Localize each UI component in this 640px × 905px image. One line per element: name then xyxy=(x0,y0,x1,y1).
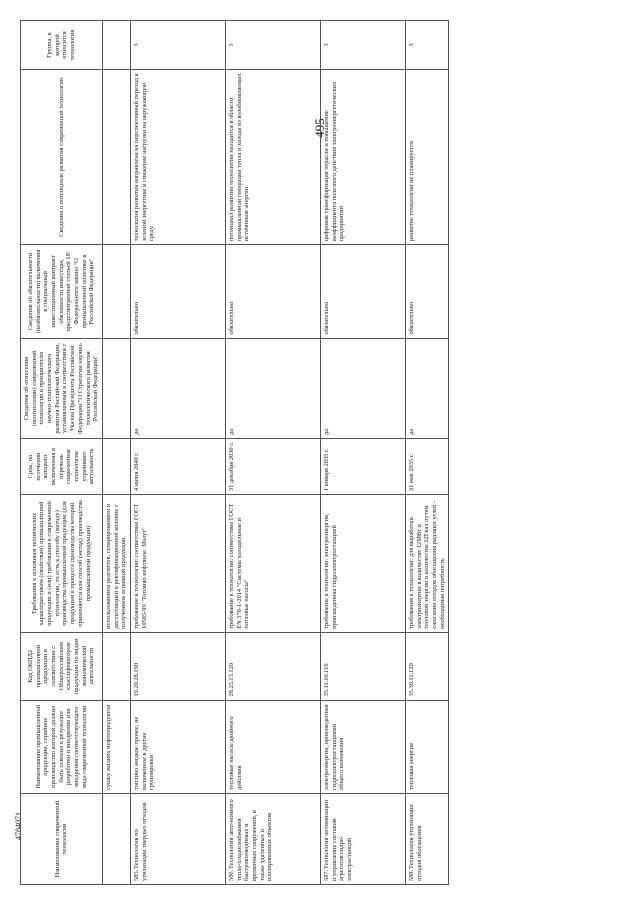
cell-name: 585.Технология по утилизации твердых отходов xyxy=(130,793,225,884)
cell-code: 35.30.11.120 xyxy=(405,632,448,700)
cell-product: топливо жидкое прочее, не включенное в другие группировки xyxy=(130,700,225,793)
cell-code: 35.11.10.116 xyxy=(320,632,405,700)
cell-group: 3 xyxy=(405,21,448,70)
cell-requirements: требование к технологии: соответствие ГОСТ 10585-99 "Топливо нефтяное. Мазут" xyxy=(130,495,225,633)
cell-term: 31 мая 2035 г. xyxy=(405,439,448,495)
table-row xyxy=(225,21,320,885)
table-row xyxy=(102,21,130,885)
cell-development xyxy=(102,70,130,245)
technology-table xyxy=(20,20,449,885)
cell-development: технология развития направлена на перспективный переход к зеленой энергетике и снижение нагрузки на окружающую среду xyxy=(130,70,225,245)
cell-development: развитие технологии не планируется xyxy=(405,70,448,245)
cell-group: 3 xyxy=(130,21,225,70)
cell-name xyxy=(102,793,130,884)
header-group: Группа, к которой относится технология xyxy=(21,21,103,70)
cell-requirements: использованием реагентов, сепарированием и дистилляцией в ректификационной колонне с получением основной продукции. xyxy=(102,495,130,633)
cell-requirements: требование к технологии: соответствие ГОСТ EN 378-1-2014 "Системы холодильные и тепловые насосы" xyxy=(225,495,320,633)
cell-product: тепловая энергия xyxy=(405,700,448,793)
cell-strategy: да xyxy=(225,338,320,438)
cell-group: 3 xyxy=(225,21,320,70)
cell-investment: обязательно xyxy=(405,245,448,338)
header-name: Наименование современной технологии xyxy=(21,793,103,884)
cell-term: 31 декабря 2030 г. xyxy=(225,439,320,495)
header-code: Код ОКПД2 промышленной продукции в соответствии с Общероссийским классификатором продукции по видам экономической деятельности xyxy=(21,632,103,700)
cell-investment: обязательно xyxy=(225,245,320,338)
cell-name: 587.Технология оптимизации и управление составом агрегатов гидро-электростанций xyxy=(320,793,405,884)
table-row xyxy=(320,21,405,885)
rotated-table-wrapper xyxy=(20,20,620,885)
cell-product: тепловые насосы двойного действия xyxy=(225,700,320,793)
cell-strategy: да xyxy=(320,338,405,438)
cell-strategy: да xyxy=(405,338,448,438)
cell-investment: обязательно xyxy=(320,245,405,338)
cell-term: 1 января 2035 г. xyxy=(320,439,405,495)
cell-strategy: да xyxy=(130,338,225,438)
cell-investment xyxy=(102,245,130,338)
table-row xyxy=(130,21,225,885)
cell-name: 586.Технология авто-номного тепло-хладоснабжения быстровозводимых и временных сооружений, в также удаленных и изолированных объектов xyxy=(225,793,320,884)
cell-term xyxy=(102,439,130,495)
page-number: 495 xyxy=(312,118,327,138)
cell-term: 4 июня 2040 г. xyxy=(130,439,225,495)
cell-product: сушку жидких нефтепродуктов xyxy=(102,700,130,793)
cell-strategy xyxy=(102,338,130,438)
cell-development: потенциал развития технологии находится в области промышленной генерации тепла и холода из возобновляемых источников энергии xyxy=(225,70,320,245)
header-investment: Сведения об обязательности (необязательности) включения в специальный инвестиционный контракт обязанности инвестора, предусмотренной статьей 18¹ Федерального закона "О промышленной политике в Российской Федерации" xyxy=(21,245,103,338)
cell-code xyxy=(102,632,130,700)
document-id: 4784071 xyxy=(14,812,23,840)
header-product: Наименование промышленной продукции, серийное производство которой должно быть освоено в результате разработки и внедрения или внедрения соответствующего вида современной технологии xyxy=(21,700,103,793)
cell-code: 19.20.28.190 xyxy=(130,632,225,700)
header-requirements: Требования к основным технических характеристикам (свойствам) промышленной продукции и (или) требования к современной технологии, то есть к способу (методу) производства промышленной продукции (для продукции в процессе производства которой применяется или способ (метод) производства промышленной продукции) xyxy=(21,495,103,633)
cell-product: электроэнергия, произведенная гидроэлектростанциями общего назначения xyxy=(320,700,405,793)
header-strategy: Сведения об отнесении (неотнесении) современной технологии к приоритетам научно-технологического развития Российской Федерации, установленным в соответствии с Указом Президента Российской Федерации "О Стратегии научно-технологического развития Российской Федерации" xyxy=(21,338,103,438)
table-row xyxy=(405,21,448,885)
header-term: Срок, по истечении которого включенная в перечень современная технология утрачивает актуальность xyxy=(21,439,103,495)
cell-requirements: требования к технологии: для выработки электроэнергии в количестве 12МВт и тепловой энергии в количестве 22Гкал путем сжигания отходов обогащения рядовых углей - необходимая потребность xyxy=(405,495,448,633)
header-row xyxy=(21,21,103,885)
cell-name: 588.Технология утилизации отходов обогащения xyxy=(405,793,448,884)
cell-code: 28.25.13.120 xyxy=(225,632,320,700)
header-development: Сведения о потенциале развития современной технологии xyxy=(21,70,103,245)
cell-group xyxy=(102,21,130,70)
cell-development: цифровая трансформация отрасли и повышение коэффициента полезного действия электроэнергетических предприятий xyxy=(320,70,405,245)
cell-requirements: требование к технологии: электроэнергия, произведенная гидроэлектростанцией xyxy=(320,495,405,633)
cell-investment: обязательно xyxy=(130,245,225,338)
cell-group: 3 xyxy=(320,21,405,70)
